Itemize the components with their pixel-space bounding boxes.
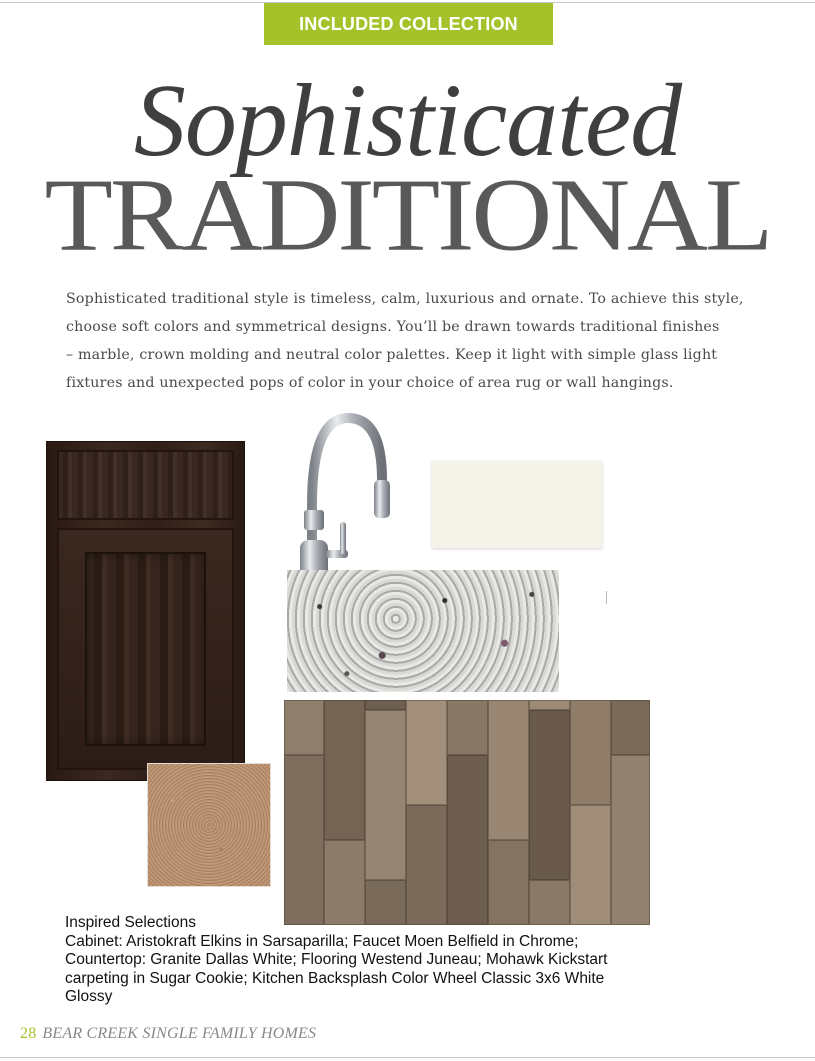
floor-plank — [324, 700, 365, 840]
floor-plank — [406, 805, 447, 925]
inspired-selections — [65, 914, 655, 1007]
floor-plank — [570, 805, 611, 925]
selections-line: carpeting in Sugar Cookie; Kitchen Backsplash Color Wheel Classic 3x6 White — [65, 969, 605, 987]
carpet-swatch — [148, 764, 270, 886]
selections-heading: Inspired Selections — [65, 914, 196, 931]
collection-badge: INCLUDED COLLECTION — [264, 3, 553, 45]
cabinet-drawer-front — [57, 450, 234, 520]
floor-plank — [529, 700, 570, 710]
floor-plank — [324, 840, 365, 925]
floor-plank — [284, 700, 324, 755]
floor-plank — [284, 755, 324, 925]
cabinet-door-swatch — [47, 442, 244, 780]
floor-plank — [570, 700, 611, 805]
backsplash-tile-swatch — [432, 461, 602, 548]
floor-plank — [365, 700, 406, 710]
cabinet-door-frame — [57, 528, 234, 770]
small-mark — [606, 591, 607, 604]
intro-line: – marble, crown molding and neutral color palettes. Keep it light with simple glass light — [66, 347, 718, 363]
title-caps: TRADITIONAL — [44, 157, 771, 273]
intro-paragraph — [66, 285, 756, 397]
wood-flooring-swatch — [284, 700, 650, 925]
selections-line: Glossy — [65, 988, 113, 1005]
floor-plank — [447, 755, 488, 925]
floor-plank — [529, 710, 570, 880]
floor-plank — [611, 700, 650, 755]
granite-countertop-swatch — [287, 570, 559, 692]
cabinet-door-panel — [85, 552, 206, 746]
page-footer — [20, 1025, 316, 1043]
floor-plank — [406, 700, 447, 805]
title-script: Sophisticated — [133, 63, 682, 178]
intro-line: Sophisticated traditional style is timeless, calm, luxurious and ornate. To achieve this style, — [66, 291, 744, 307]
intro-line: fixtures and unexpected pops of color in your choice of area rug or wall hangings. — [66, 375, 674, 391]
selections-line: Cabinet: Aristokraft Elkins in Sarsaparilla; Faucet Moen Belfield in Chrome; — [65, 932, 579, 950]
publication-name: BEAR CREEK SINGLE FAMILY HOMES — [42, 1025, 317, 1042]
page-number: 28 — [20, 1025, 37, 1042]
intro-line: choose soft colors and symmetrical designs. You’ll be drawn towards traditional finishes — [66, 319, 720, 335]
floor-plank — [488, 840, 529, 925]
selections-line: Countertop: Granite Dallas White; Flooring Westend Juneau; Mohawk Kickstart — [65, 951, 608, 968]
floor-plank — [365, 710, 406, 880]
bottom-rule — [0, 1057, 815, 1058]
floor-plank — [611, 755, 650, 925]
floor-plank — [488, 700, 529, 840]
floor-plank — [447, 700, 488, 755]
